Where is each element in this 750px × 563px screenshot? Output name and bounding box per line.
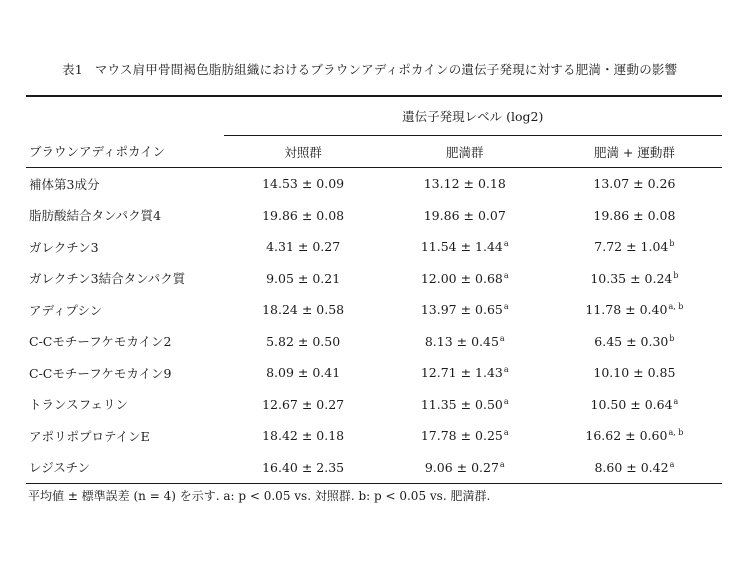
mean-sem-value: 17.78 ± 0.25 bbox=[420, 428, 503, 444]
mean-sem-value: 13.97 ± 0.65 bbox=[420, 302, 503, 318]
column-header-row bbox=[26, 136, 722, 168]
adipokine-name: ガレクチン3結合タンパク質 bbox=[29, 271, 186, 287]
table-row bbox=[26, 452, 722, 484]
mean-sem-value: 18.24 ± 0.58 bbox=[262, 302, 345, 318]
value-cell-obese bbox=[383, 420, 547, 452]
significance-mark: a bbox=[503, 396, 509, 406]
mean-sem-value: 19.86 ± 0.07 bbox=[423, 207, 506, 223]
table-row bbox=[26, 420, 722, 452]
value-cell-obese bbox=[383, 168, 547, 200]
mean-sem-value: 10.10 ± 0.85 bbox=[593, 365, 676, 381]
value-cell-control bbox=[224, 168, 383, 200]
value-cell-exercise bbox=[547, 389, 722, 421]
value-cell-obese bbox=[383, 231, 547, 263]
value-cell-obese bbox=[383, 357, 547, 389]
table-row bbox=[26, 357, 722, 389]
table-row bbox=[26, 389, 722, 421]
table-row bbox=[26, 326, 722, 358]
value-cell-control bbox=[224, 263, 383, 295]
table-row bbox=[26, 231, 722, 263]
mean-sem-value: 14.53 ± 0.09 bbox=[262, 176, 345, 192]
value-cell-exercise bbox=[547, 452, 722, 484]
adipokine-name: アポリポプロテインE bbox=[29, 428, 150, 444]
significance-mark: a bbox=[673, 396, 679, 406]
mean-sem-value: 11.35 ± 0.50 bbox=[420, 396, 503, 412]
significance-mark: a bbox=[503, 239, 509, 249]
significance-mark: a bbox=[669, 459, 675, 469]
group-header: 遺伝子発現レベル (log2) bbox=[224, 96, 722, 136]
adipokine-name: 補体第3成分 bbox=[29, 176, 100, 192]
column-header-obese: 肥満群 bbox=[383, 136, 547, 168]
significance-mark: a, b bbox=[668, 302, 684, 312]
table-row bbox=[26, 200, 722, 232]
significance-mark: a, b bbox=[668, 428, 684, 438]
value-cell-exercise bbox=[547, 168, 722, 200]
significance-mark: a bbox=[503, 428, 509, 438]
mean-sem-value: 5.82 ± 0.50 bbox=[266, 333, 341, 349]
column-header-control: 対照群 bbox=[224, 136, 383, 168]
value-cell-control bbox=[224, 389, 383, 421]
value-cell-obese bbox=[383, 389, 547, 421]
mean-sem-value: 4.31 ± 0.27 bbox=[266, 239, 341, 255]
significance-mark: a bbox=[499, 459, 505, 469]
value-cell-exercise bbox=[547, 263, 722, 295]
mean-sem-value: 7.72 ± 1.04 bbox=[594, 239, 669, 255]
value-cell-exercise bbox=[547, 294, 722, 326]
mean-sem-value: 9.06 ± 0.27 bbox=[424, 459, 499, 475]
adipokine-name: アディプシン bbox=[29, 302, 103, 318]
data-table bbox=[26, 95, 722, 484]
significance-mark: a bbox=[503, 365, 509, 375]
column-header-adipokine: ブラウンアディポカイン bbox=[26, 136, 224, 168]
value-cell-control bbox=[224, 231, 383, 263]
value-cell-exercise bbox=[547, 231, 722, 263]
value-cell-control bbox=[224, 294, 383, 326]
mean-sem-value: 6.45 ± 0.30 bbox=[594, 333, 669, 349]
column-header-obese-exercise: 肥満 + 運動群 bbox=[547, 136, 722, 168]
empty-header-cell bbox=[26, 96, 224, 136]
adipokine-name: レジスチン bbox=[26, 452, 224, 484]
value-cell-exercise bbox=[547, 200, 722, 232]
value-cell-exercise bbox=[547, 420, 722, 452]
significance-mark: a bbox=[499, 333, 505, 343]
value-cell-obese bbox=[383, 326, 547, 358]
significance-mark: b bbox=[669, 333, 675, 343]
mean-sem-value: 11.54 ± 1.44 bbox=[420, 239, 503, 255]
significance-mark: b bbox=[669, 239, 675, 249]
mean-sem-value: 9.05 ± 0.21 bbox=[266, 270, 341, 286]
mean-sem-value: 13.07 ± 0.26 bbox=[593, 176, 676, 192]
mean-sem-value: 11.78 ± 0.40 bbox=[585, 302, 668, 318]
table-row bbox=[26, 294, 722, 326]
group-header-row bbox=[26, 96, 722, 136]
adipokine-name: トランスフェリン bbox=[29, 397, 129, 413]
adipokine-name: 脂肪酸結合タンパク質4 bbox=[29, 208, 162, 224]
mean-sem-value: 13.12 ± 0.18 bbox=[423, 176, 506, 192]
table-row bbox=[26, 168, 722, 200]
mean-sem-value: 8.09 ± 0.41 bbox=[266, 365, 341, 381]
mean-sem-value: 12.67 ± 0.27 bbox=[262, 396, 345, 412]
mean-sem-value: 10.50 ± 0.64 bbox=[590, 396, 673, 412]
value-cell-obese bbox=[383, 452, 547, 484]
value-cell-control bbox=[224, 357, 383, 389]
table-caption bbox=[62, 60, 677, 78]
value-cell-obese bbox=[383, 294, 547, 326]
value-cell-control bbox=[224, 452, 383, 484]
value-cell-control bbox=[224, 200, 383, 232]
mean-sem-value: 8.13 ± 0.45 bbox=[424, 333, 499, 349]
table-number: 表1 bbox=[62, 62, 83, 77]
mean-sem-value: 19.86 ± 0.08 bbox=[262, 207, 345, 223]
significance-mark: b bbox=[673, 270, 679, 280]
value-cell-control bbox=[224, 326, 383, 358]
value-cell-obese bbox=[383, 263, 547, 295]
adipokine-name: C-Cモチーフケモカイン9 bbox=[29, 365, 172, 381]
mean-sem-value: 16.40 ± 2.35 bbox=[262, 459, 345, 475]
table-title: マウス肩甲骨間褐色脂肪組織におけるブラウンアディポカインの遺伝子発現に対する肥満・運動の影響 bbox=[94, 62, 678, 77]
value-cell-control bbox=[224, 420, 383, 452]
table-footnote: 平均値 ± 標準誤差 (n = 4) を示す. a: p < 0.05 vs. 対照群. b: p < 0.05 vs. 肥満群. bbox=[28, 489, 491, 503]
adipokine-name: ガレクチン3 bbox=[29, 239, 99, 255]
mean-sem-value: 19.86 ± 0.08 bbox=[593, 207, 676, 223]
mean-sem-value: 16.62 ± 0.60 bbox=[585, 428, 668, 444]
mean-sem-value: 8.60 ± 0.42 bbox=[594, 459, 669, 475]
value-cell-obese bbox=[383, 200, 547, 232]
mean-sem-value: 18.42 ± 0.18 bbox=[262, 428, 345, 444]
significance-mark: a bbox=[503, 302, 509, 312]
table-row bbox=[26, 263, 722, 295]
significance-mark: a bbox=[503, 270, 509, 280]
value-cell-exercise bbox=[547, 357, 722, 389]
mean-sem-value: 12.00 ± 0.68 bbox=[420, 270, 503, 286]
mean-sem-value: 10.35 ± 0.24 bbox=[590, 270, 673, 286]
value-cell-exercise bbox=[547, 326, 722, 358]
mean-sem-value: 12.71 ± 1.43 bbox=[420, 365, 503, 381]
adipokine-name: C-Cモチーフケモカイン2 bbox=[29, 334, 172, 350]
